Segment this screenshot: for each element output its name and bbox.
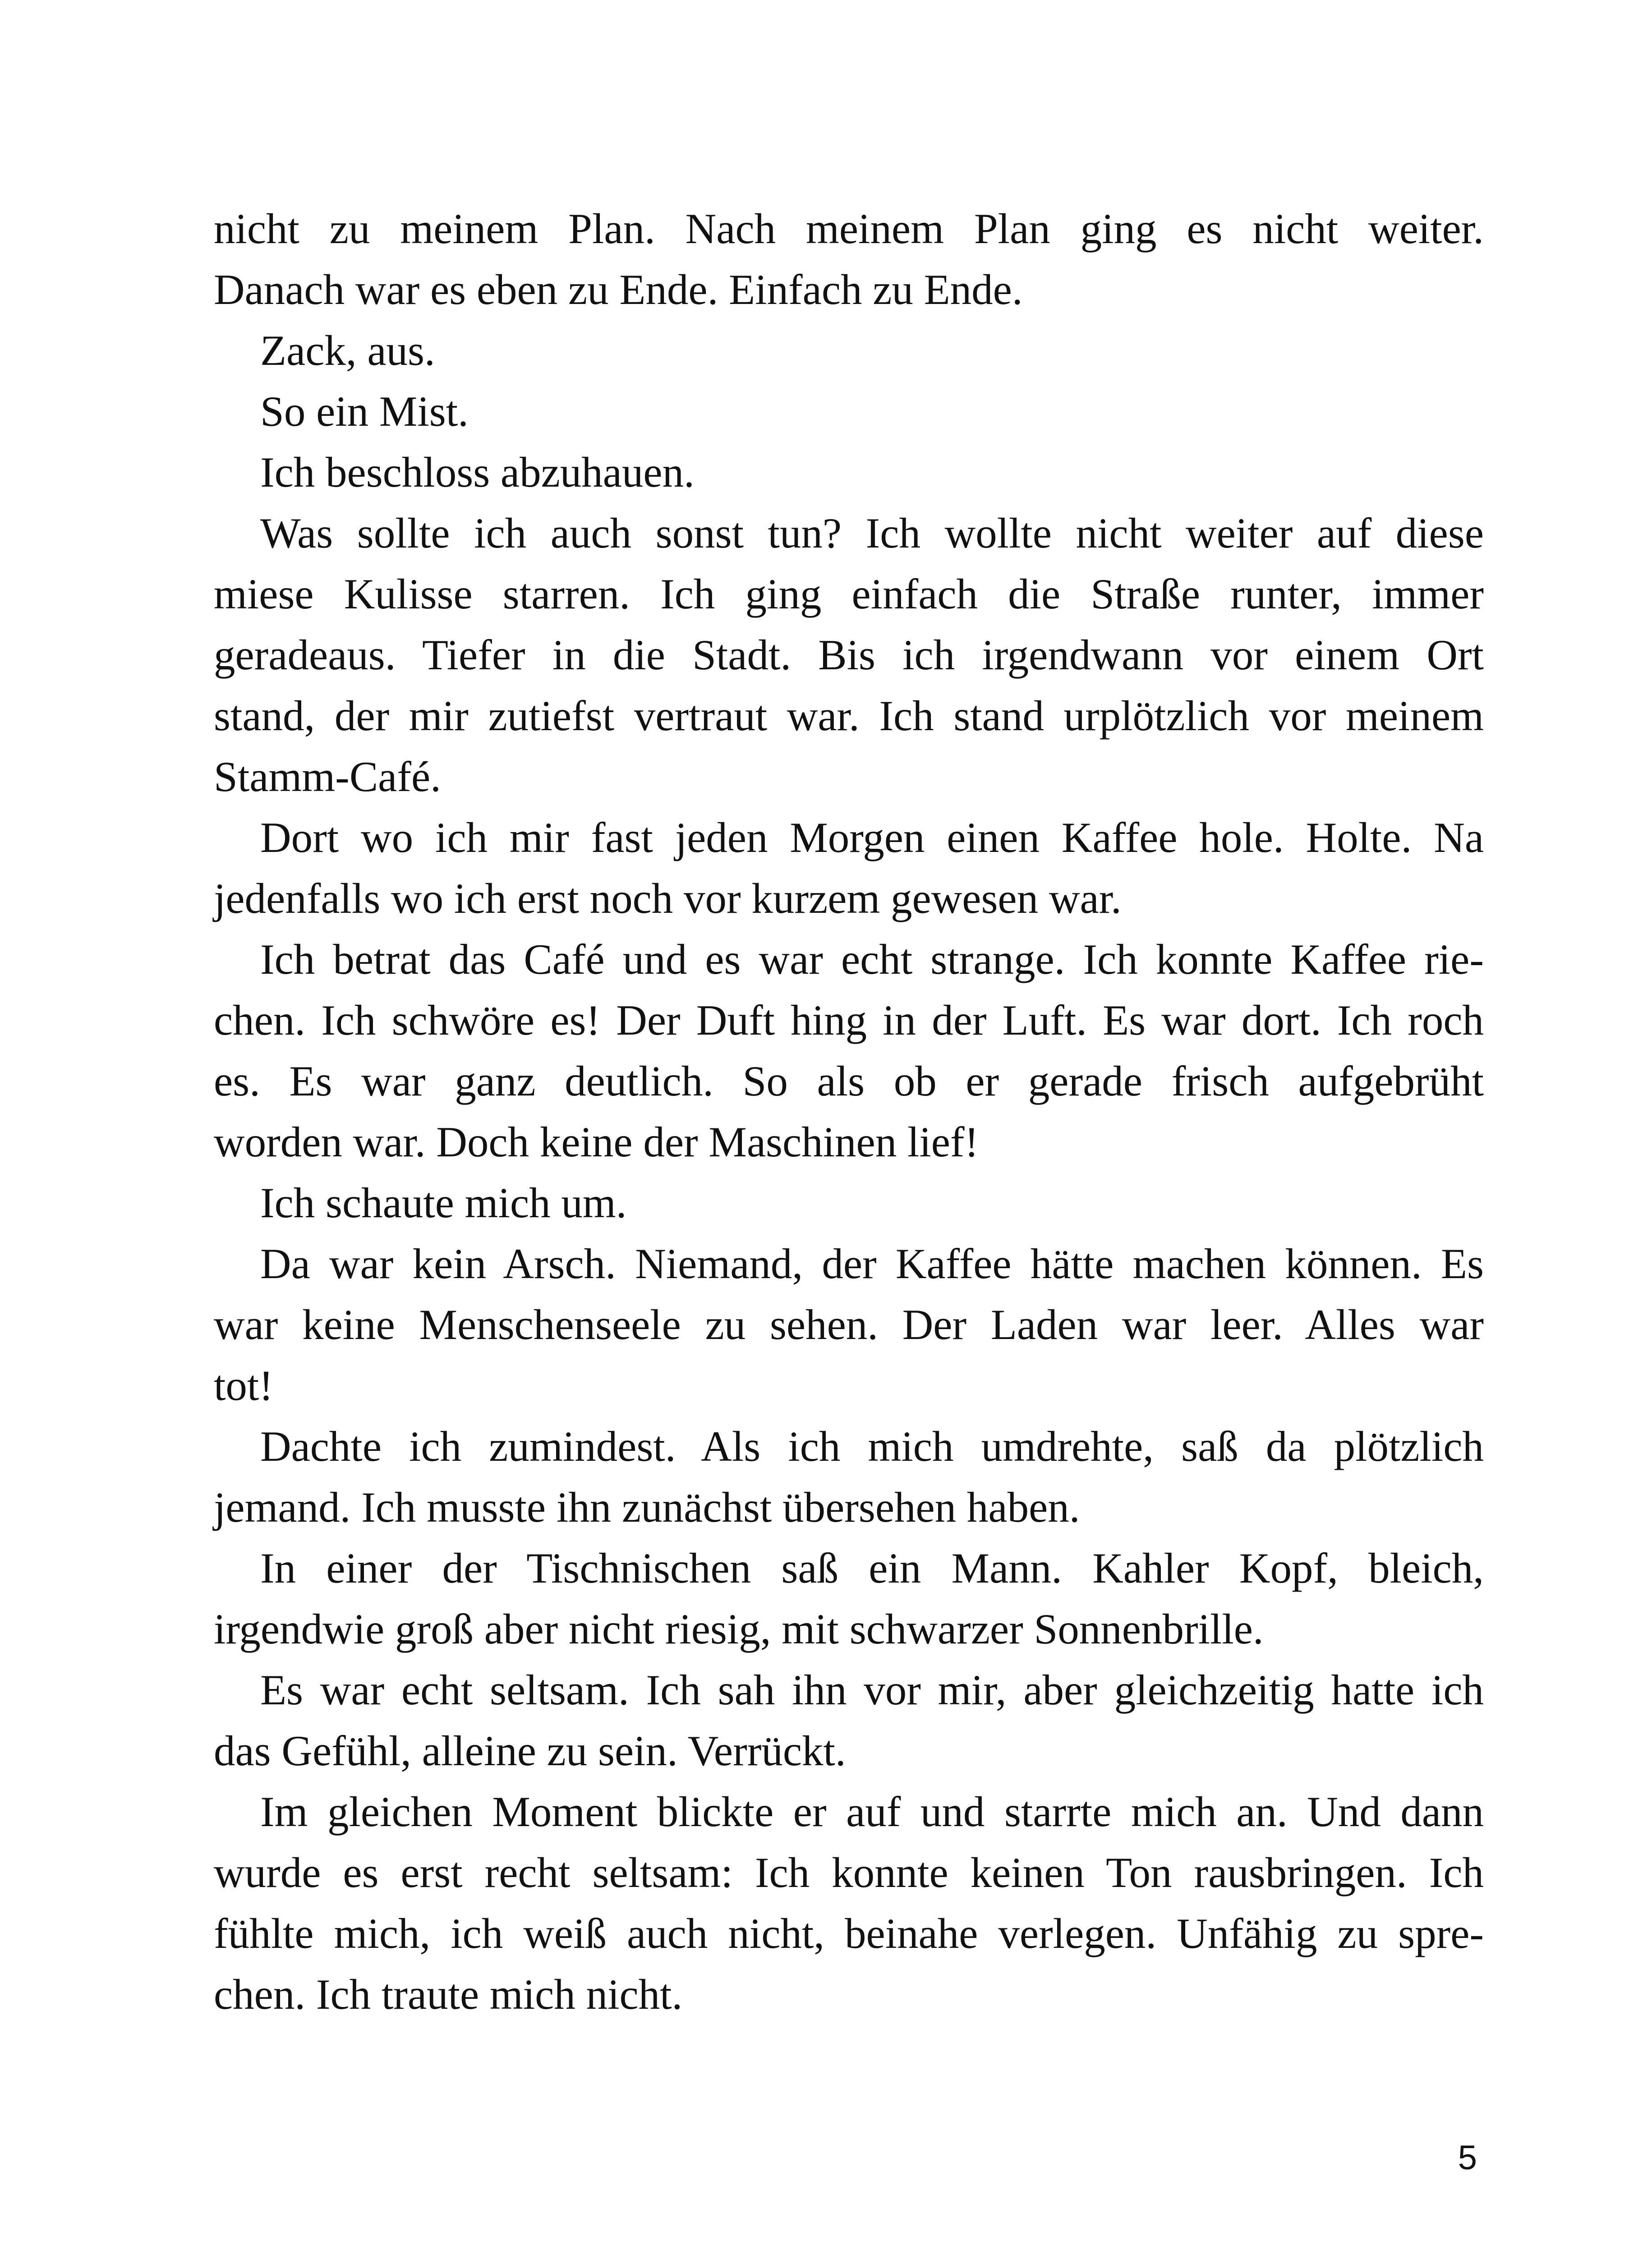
text-line: irgendwie groß aber nicht riesig, mit schwarzer Sonnenbrille. bbox=[214, 1605, 1264, 1653]
text-line: jemand. Ich musste ihn zunächst übersehen haben. bbox=[214, 1483, 1080, 1531]
text-line: nicht zu meinem Plan. Nach meinem Plan ging es nicht weiter. bbox=[214, 205, 1484, 253]
text-line: worden war. Doch keine der Maschinen lief! bbox=[214, 1118, 979, 1166]
text-line: Ich schaute mich um. bbox=[260, 1179, 627, 1227]
text-line: chen. Ich traute mich nicht. bbox=[214, 1970, 683, 2018]
text-line: Dachte ich zumindest. Als ich mich umdrehte, saß da plötzlich bbox=[260, 1422, 1484, 1470]
text-line: war keine Menschenseele zu sehen. Der Laden war leer. Alles war bbox=[214, 1301, 1484, 1348]
text-line: Es war echt seltsam. Ich sah ihn vor mir, aber gleichzeitig hatte ich bbox=[260, 1666, 1484, 1714]
text-line: In einer der Tischnischen saß ein Mann. Kahler Kopf, bleich, bbox=[260, 1544, 1484, 1592]
text-line: Stamm-Café. bbox=[214, 753, 441, 801]
page-body-text bbox=[214, 198, 1484, 2025]
text-line: Was sollte ich auch sonst tun? Ich wollte nicht weiter auf diese bbox=[260, 509, 1484, 557]
text-line: Im gleichen Moment blickte er auf und starrte mich an. Und dann bbox=[260, 1788, 1484, 1836]
text-line: es. Es war ganz deutlich. So als ob er gerade frisch aufgebrüht bbox=[214, 1057, 1484, 1105]
text-line: Danach war es eben zu Ende. Einfach zu Ende. bbox=[214, 266, 1023, 313]
text-line: geradeaus. Tiefer in die Stadt. Bis ich irgendwann vor einem Ort bbox=[214, 631, 1484, 679]
text-line: chen. Ich schwöre es! Der Duft hing in der Luft. Es war dort. Ich roch bbox=[214, 996, 1484, 1044]
text-line: Da war kein Arsch. Niemand, der Kaffee hätte machen können. Es bbox=[260, 1240, 1484, 1288]
text-line: tot! bbox=[214, 1362, 273, 1409]
text-line: das Gefühl, alleine zu sein. Verrückt. bbox=[214, 1727, 846, 1775]
text-line: So ein Mist. bbox=[260, 387, 469, 435]
text-line: wurde es erst recht seltsam: Ich konnte keinen Ton rausbringen. Ich bbox=[214, 1849, 1484, 1896]
text-line: Ich betrat das Café und es war echt strange. Ich konnte Kaffee rie- bbox=[260, 935, 1484, 983]
text-line: fühlte mich, ich weiß auch nicht, beinahe verlegen. Unfähig zu spre- bbox=[214, 1910, 1484, 1957]
text-line: miese Kulisse starren. Ich ging einfach die Straße runter, immer bbox=[214, 570, 1484, 618]
text-line: Ich beschloss abzuhauen. bbox=[260, 448, 695, 496]
text-line: jedenfalls wo ich erst noch vor kurzem gewesen war. bbox=[214, 874, 1122, 922]
page-number: 5 bbox=[1458, 2139, 1477, 2177]
text-line: stand, der mir zutiefst vertraut war. Ich stand urplötzlich vor meinem bbox=[214, 692, 1484, 740]
text-line: Zack, aus. bbox=[260, 327, 435, 374]
text-line: Dort wo ich mir fast jeden Morgen einen Kaffee hole. Holte. Na bbox=[260, 814, 1484, 861]
